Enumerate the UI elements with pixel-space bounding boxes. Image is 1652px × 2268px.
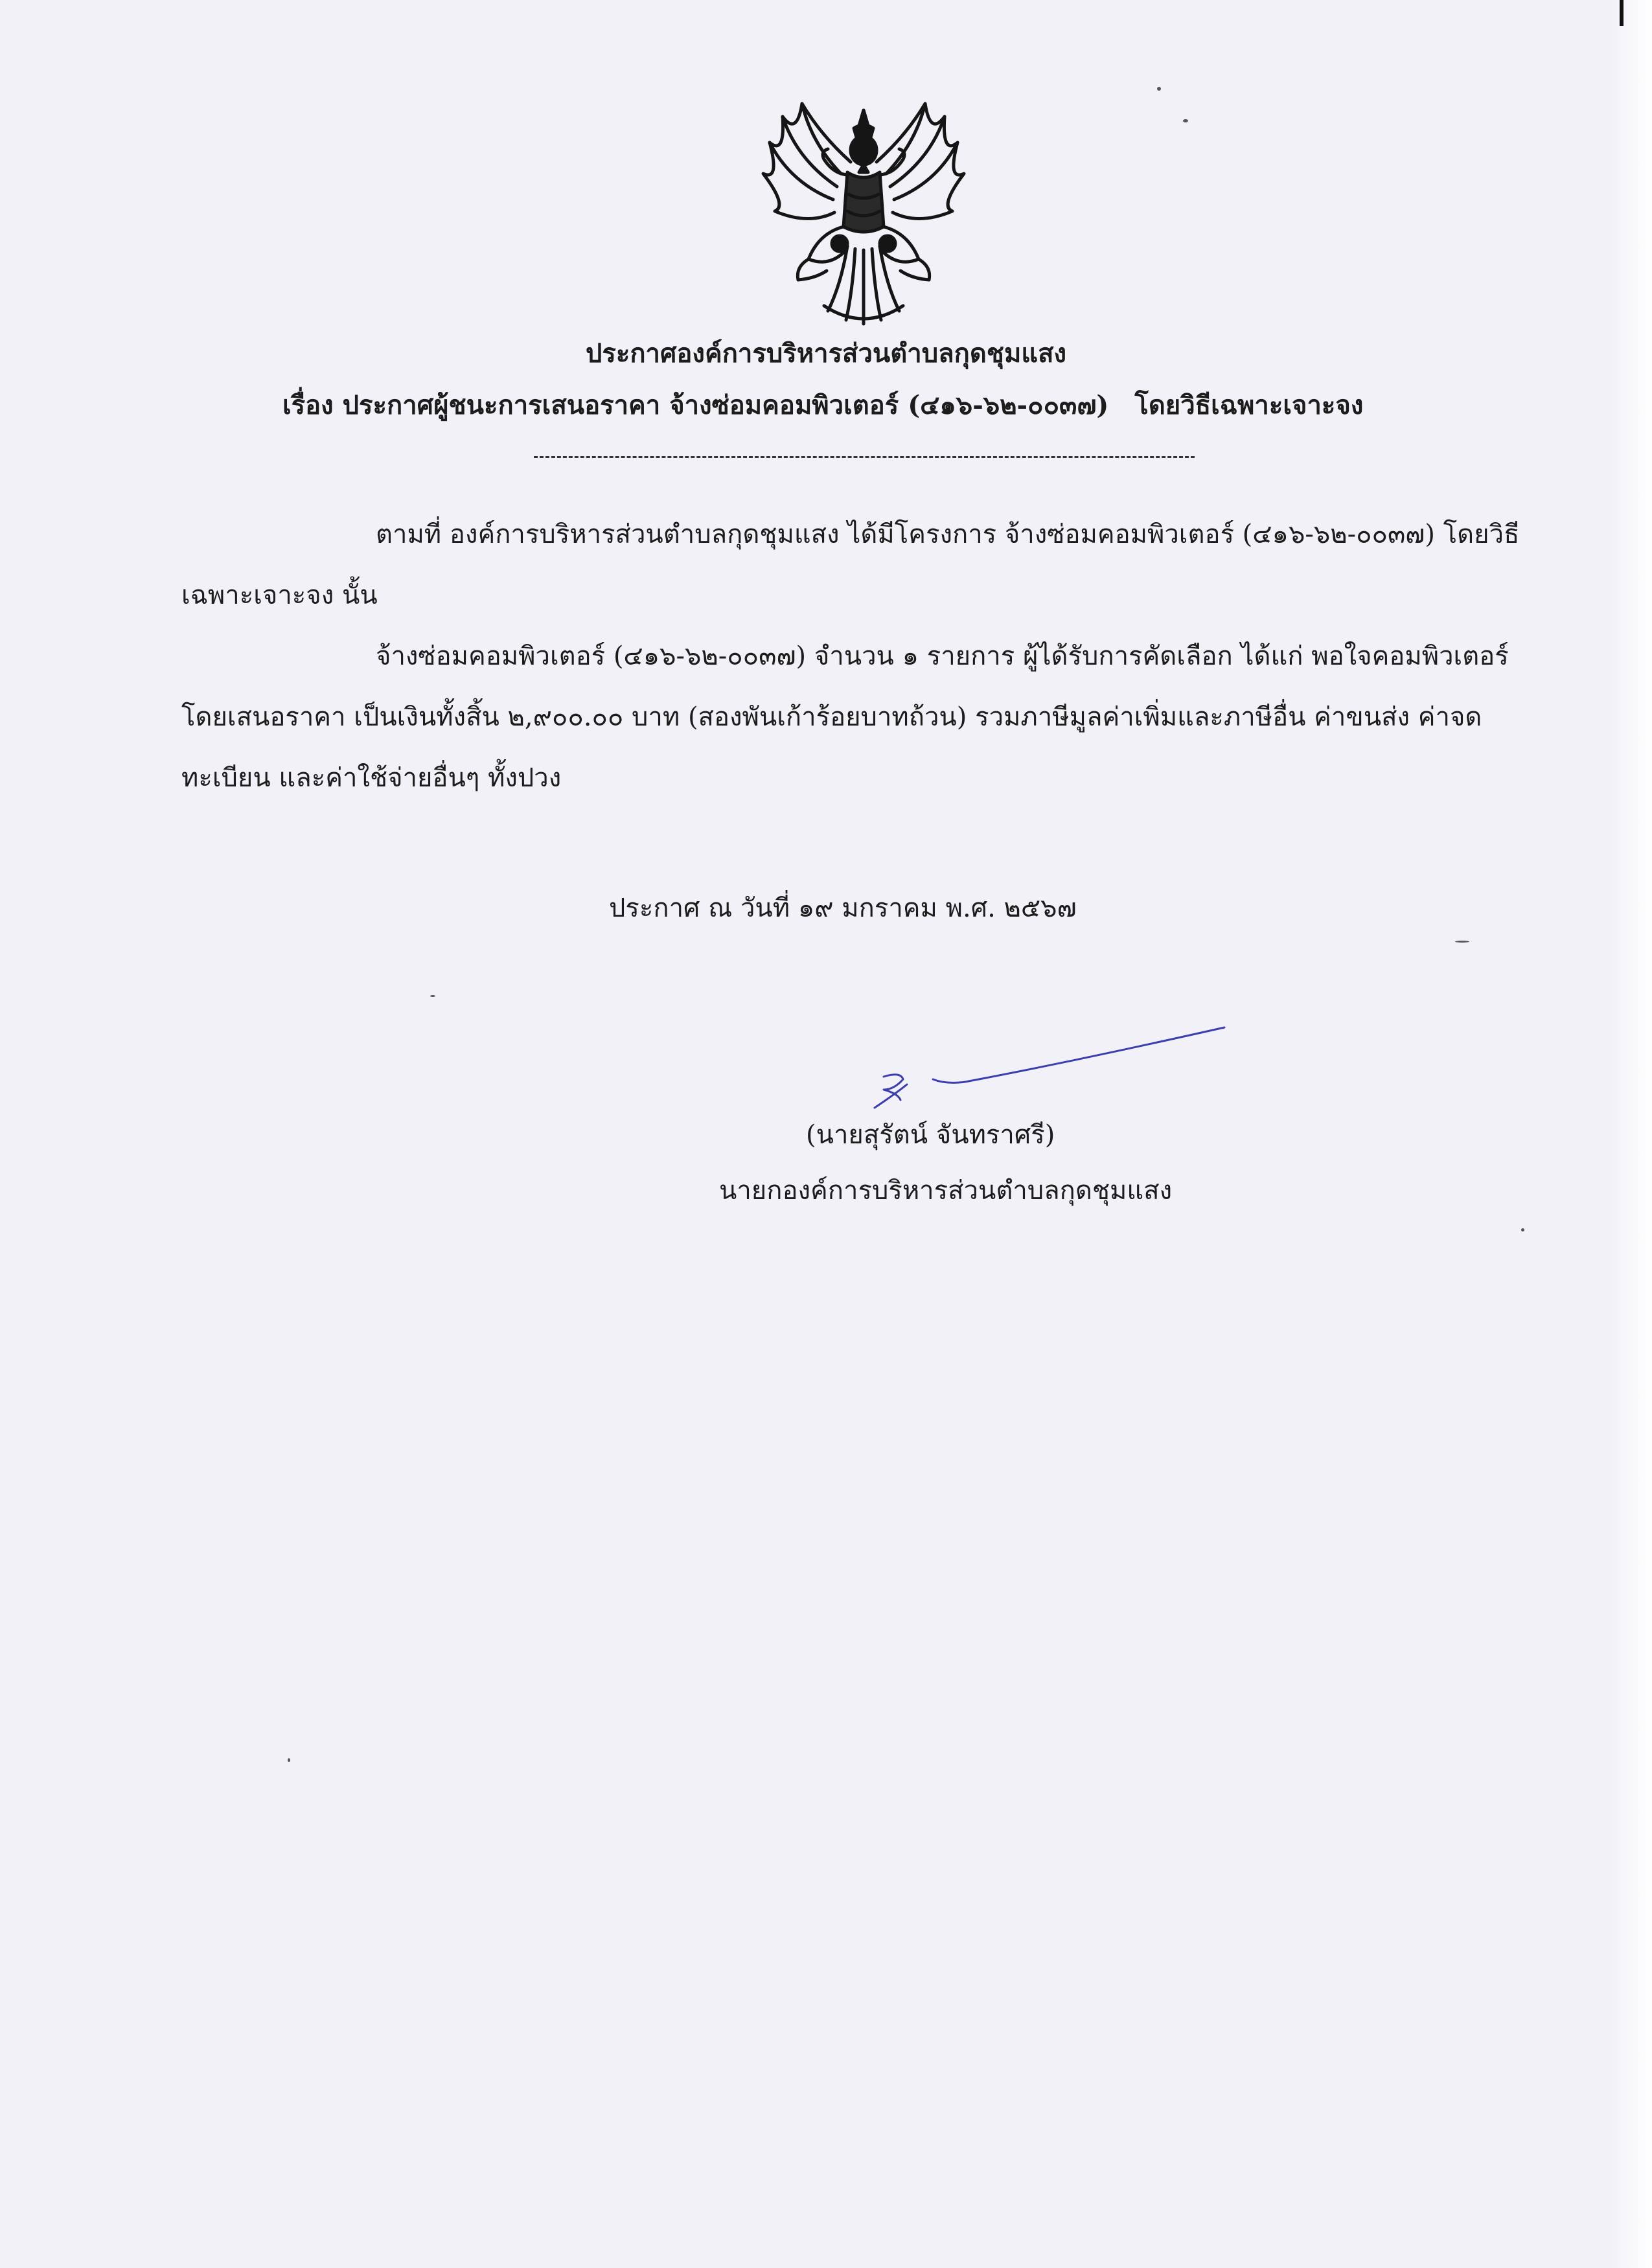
scan-speck (1455, 941, 1469, 943)
announcement-date: ประกาศ ณ วันที่ ๑๙ มกราคม พ.ศ. ๒๕๖๗ (609, 893, 1077, 923)
scan-speck (288, 1758, 290, 1762)
garuda-emblem-icon (757, 97, 970, 330)
scan-speck (1183, 119, 1188, 122)
scan-corner-mark (1620, 0, 1623, 26)
paragraph-winner (181, 626, 1542, 808)
scan-speck (430, 995, 435, 997)
signer-title: นายกองค์การบริหารส่วนตำบลกุดชุมแสง (719, 1176, 1173, 1206)
paragraph-background (181, 504, 1542, 626)
paragraph-background-text: ตามที่ องค์การบริหารส่วนตำบลกุดชุมแสง ได้มีโครงการ จ้างซ่อมคอมพิวเตอร์ (๔๑๖-๖๒-๐๐๓๗) โดยวิธีเฉพาะเจาะจง นั้น (181, 520, 1520, 610)
announcement-title: ประกาศองค์การบริหารส่วนตำบลกุดชุมแสง (585, 338, 1067, 369)
paragraph-winner-text: จ้างซ่อมคอมพิวเตอร์ (๔๑๖-๖๒-๐๐๓๗) จำนวน ๑ รายการ ผู้ได้รับการคัดเลือก ได้แก่ พอใจคอมพิวเตอร์ โดยเสนอราคา เป็นเงินทั้งสิ้น ๒,๙๐๐.๐๐ บาท (สองพันเก้าร้อยบาทถ้วน) รวมภาษีมูลค่าเพิ่มและภาษีอื่น ค่าขนส่ง ค่าจดทะเบียน และค่าใช้จ่ายอื่นๆ ทั้งปวง (181, 641, 1509, 793)
subject-method: โดยวิธีเฉพาะเจาะจง (1134, 390, 1364, 420)
title-separator (534, 456, 1195, 458)
signer-name: (นายสุรัตน์ จันทราศรี) (806, 1120, 1055, 1150)
scan-speck (1521, 1228, 1524, 1231)
announcement-subject (282, 386, 1442, 425)
handwritten-signature (836, 1017, 1237, 1114)
scan-speck (1157, 87, 1161, 91)
subject-prefix: เรื่อง ประกาศผู้ชนะการเสนอราคา จ้างซ่อมคอมพิวเตอร์ (๔๑๖-๖๒-๐๐๓๗) (282, 390, 1109, 420)
